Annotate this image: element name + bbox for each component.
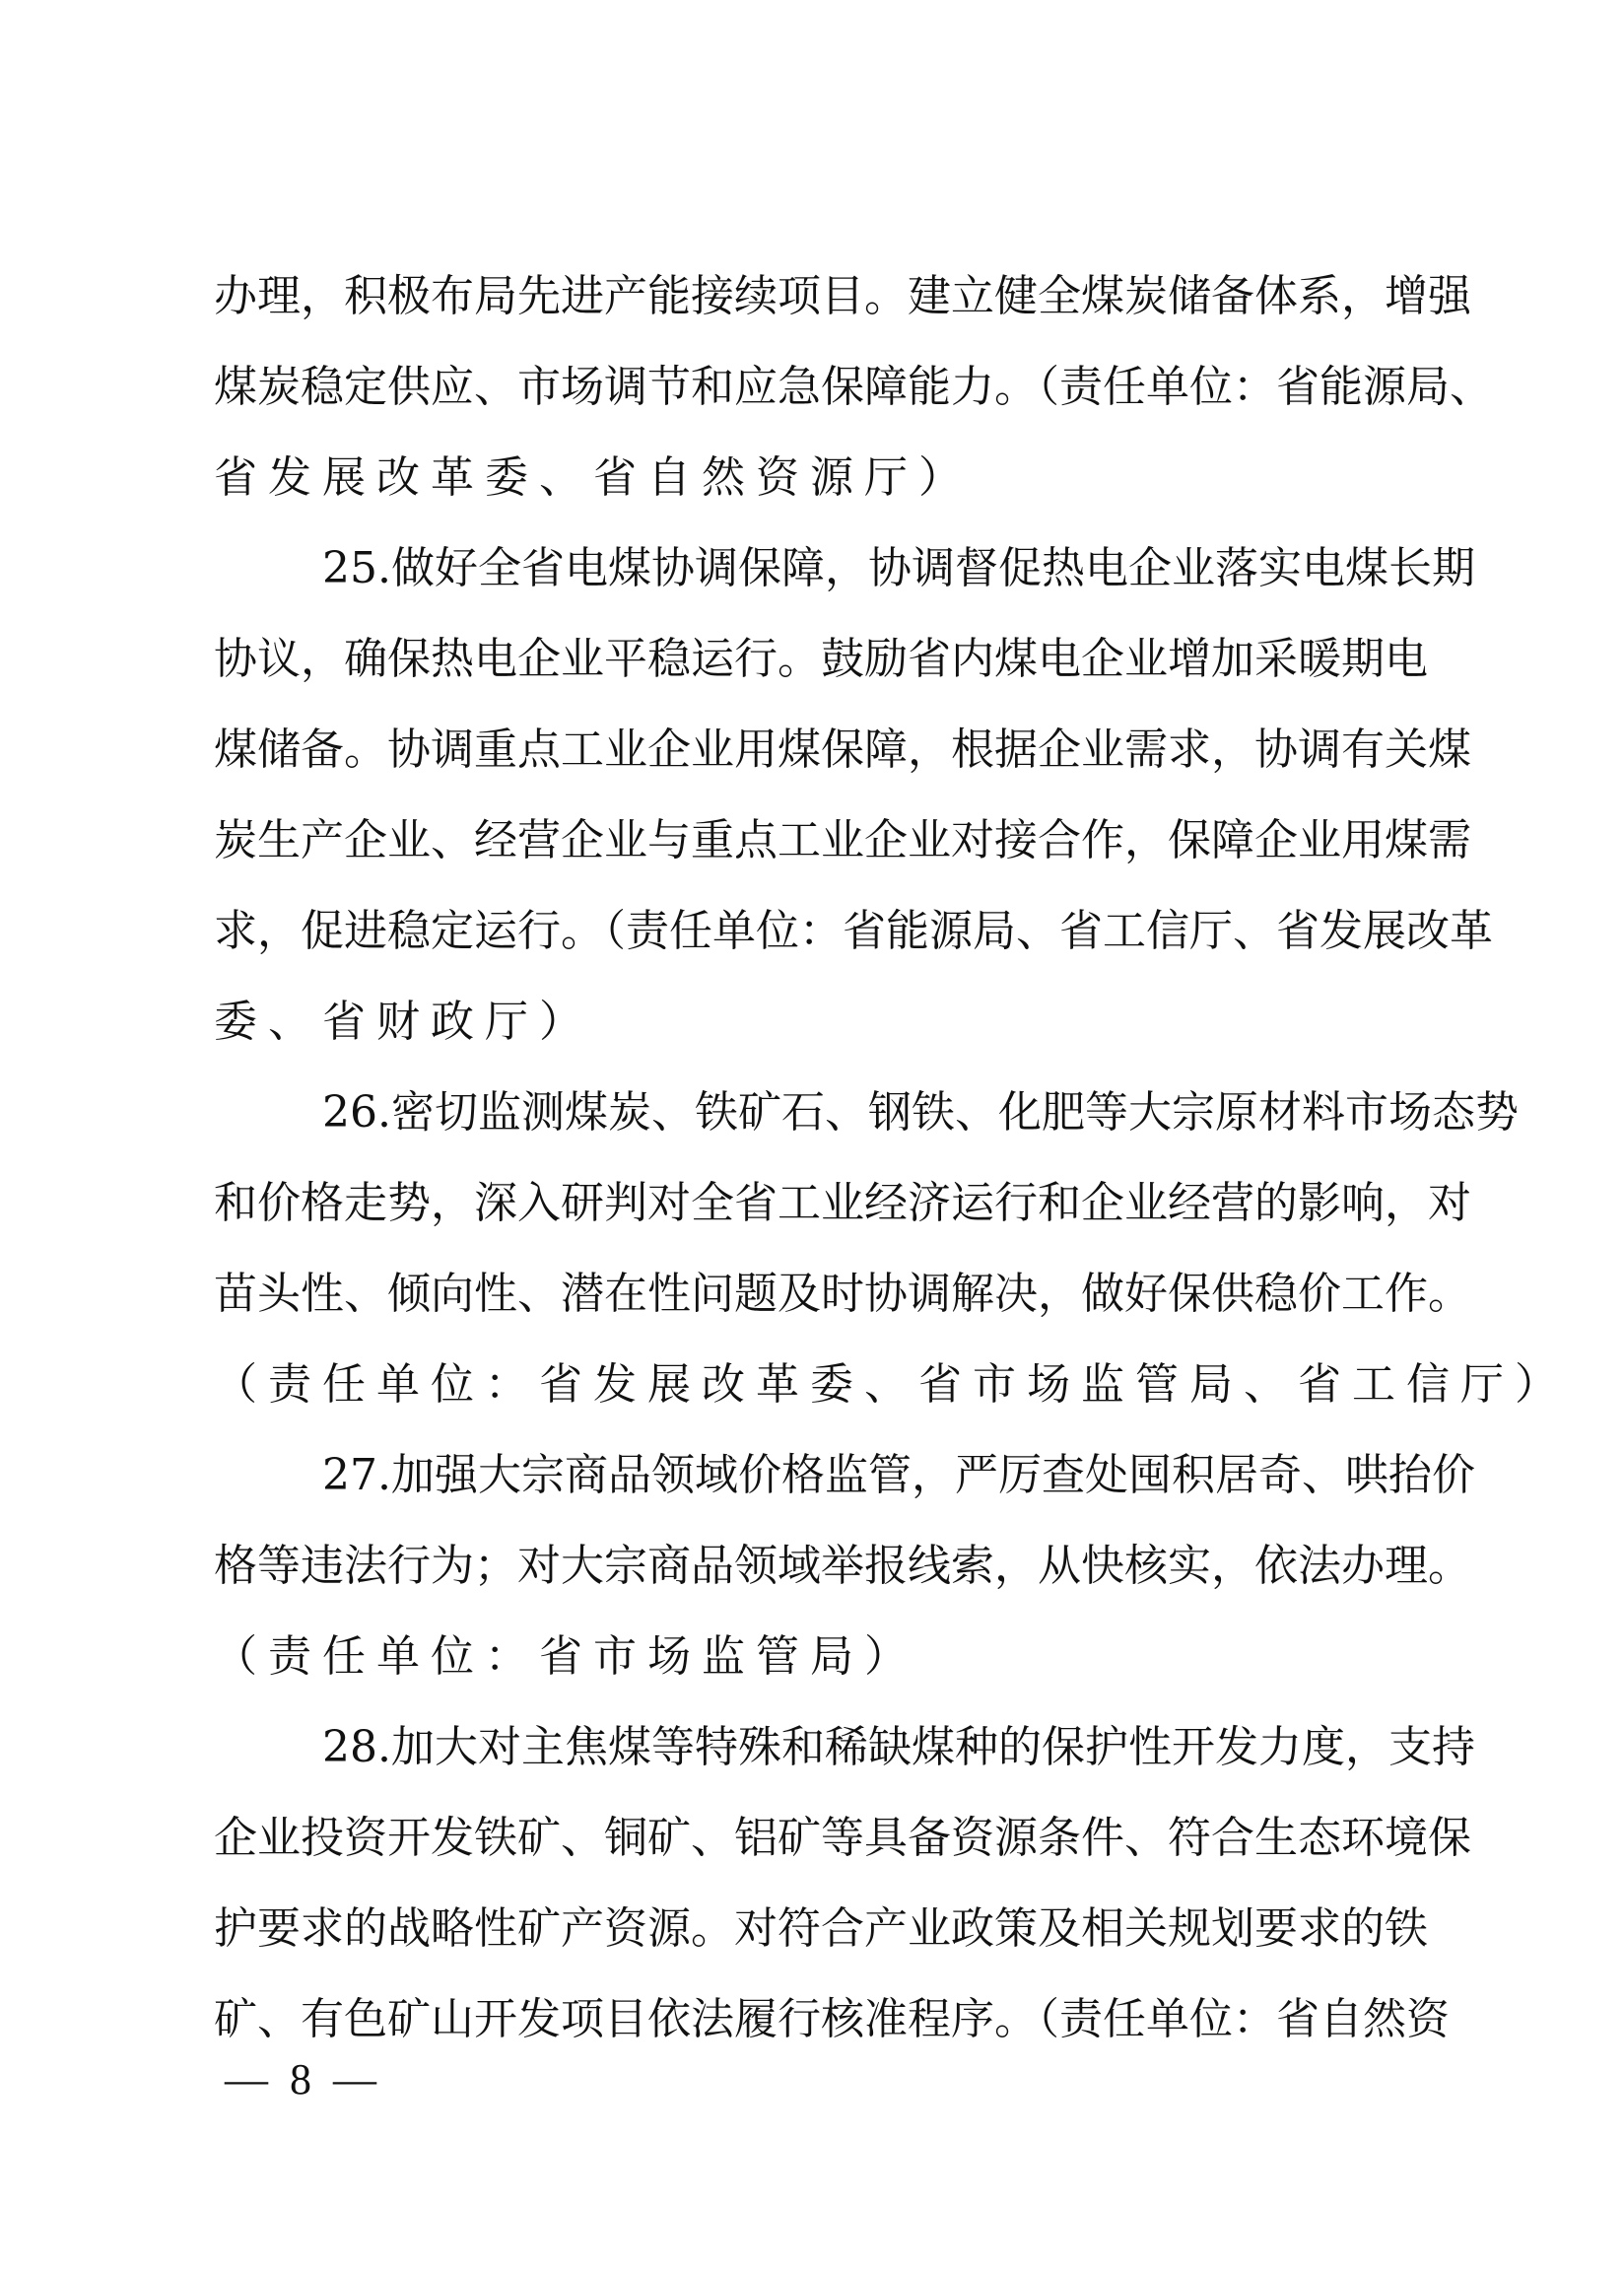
text-line: 煤炭稳定供应、市场调节和应急保障能力。（责任单位：省能源局、	[214, 362, 1493, 412]
text-line-numbered: 27.加强大宗商品领域价格监管，严厉查处囤积居奇、哄抬价	[322, 1450, 1475, 1500]
text-line-numbered: 26.密切监测煤炭、铁矿石、钢铁、化肥等大宗原材料市场态势	[322, 1087, 1519, 1138]
paragraph-26	[214, 1078, 1569, 1441]
text-line: 护要求的战略性矿产资源。对符合产业政策及相关规划要求的铁	[214, 1903, 1428, 1954]
paragraph-27	[214, 1441, 1475, 1713]
text-line: 苗头性、倾向性、潜在性问题及时协调解决，做好保供稳价工作。	[214, 1269, 1471, 1319]
text-line: 企业投资开发铁矿、铜矿、铝矿等具备资源条件、符合生态环境保	[214, 1813, 1471, 1863]
text-line: 委、省财政厅）	[214, 997, 593, 1047]
page-number: — 8 —	[225, 2055, 376, 2104]
text-line: 协议，确保热电企业平稳运行。鼓励省内煤电企业增加采暖期电	[214, 634, 1428, 684]
text-line: 求，促进稳定运行。（责任单位：省能源局、省工信厅、省发展改革	[214, 906, 1493, 956]
text-line: 炭生产企业、经营企业与重点工业企业对接合作，保障企业用煤需	[214, 815, 1471, 865]
text-line-numbered: 28.加大对主焦煤等特殊和稀缺煤种的保护性开发力度，支持	[322, 1722, 1475, 1772]
text-line: （责任单位：省市场监管局）	[214, 1631, 918, 1682]
text-line-numbered: 25.做好全省电煤协调保障，协调督促热电企业落实电煤长期	[322, 543, 1475, 593]
text-line: （责任单位：省发展改革委、省市场监管局、省工信厅）	[214, 1359, 1569, 1410]
paragraph-24-continued	[214, 262, 1493, 534]
text-line: 格等违法行为；对大宗商品领域举报线索，从快核实，依法办理。	[214, 1541, 1471, 1591]
paragraph-25	[214, 534, 1493, 1078]
text-line: 煤储备。协调重点工业企业用煤保障，根据企业需求，协调有关煤	[214, 724, 1471, 775]
text-line: 省发展改革委、省自然资源厅）	[214, 452, 973, 503]
paragraph-28	[214, 1713, 1475, 2076]
text-line: 矿、有色矿山开发项目依法履行核准程序。（责任单位：省自然资	[214, 1994, 1450, 2044]
text-line: 办理，积极布局先进产能接续项目。建立健全煤炭储备体系，增强	[214, 271, 1471, 321]
text-line: 和价格走势，深入研判对全省工业经济运行和企业经营的影响，对	[214, 1178, 1471, 1228]
document-body	[214, 262, 1569, 2076]
